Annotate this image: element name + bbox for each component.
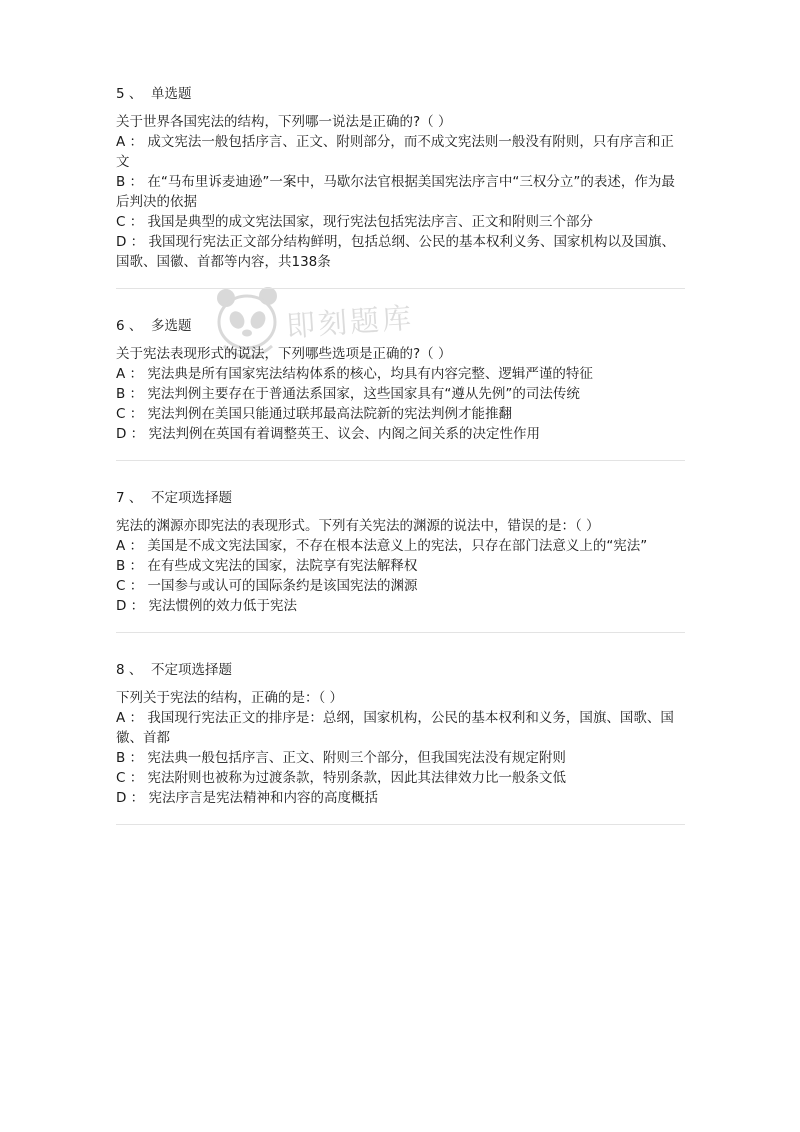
option-c[interactable]: C ： 一国参与或认可的国际条约是该国宪法的渊源: [116, 578, 418, 594]
option-c[interactable]: C ： 我国是典型的成文宪法国家，现行宪法包括宪法序言、正文和附则三个部分: [116, 214, 594, 230]
divider: [116, 824, 685, 825]
question-8: [116, 660, 686, 825]
option-c[interactable]: C ： 宪法判例在美国只能通过联邦最高法院新的宪法判例才能推翻: [116, 406, 513, 422]
question-stem: 关于宪法表现形式的说法，下列哪些选项是正确的?（ ）: [116, 346, 452, 362]
question-header: [116, 316, 686, 336]
option-d[interactable]: D ： 宪法判例在英国有着调整英王、议会、内阁之间关系的决定性作用: [116, 426, 540, 442]
question-header: [116, 84, 686, 104]
question-number: 8 、: [116, 662, 143, 678]
divider: [116, 288, 685, 289]
option-b[interactable]: B ： 宪法判例主要存在于普通法系国家，这些国家具有“遵从先例”的司法传统: [116, 386, 580, 402]
question-5: [116, 84, 686, 289]
option-d[interactable]: D ： 我国现行宪法正文部分结构鲜明，包括总纲、公民的基本权利义务、国家机构以及国旗、国歌、国徽、首都等内容，共138条: [116, 234, 675, 270]
question-6: [116, 316, 686, 461]
question-type: 不定项选择题: [150, 662, 232, 678]
watermark-text: 即刻题库: [285, 300, 416, 344]
question-stem: 关于世界各国宪法的结构，下列哪一说法是正确的?（ ）: [116, 114, 452, 130]
question-stem: 下列关于宪法的结构，正确的是：（ ）: [116, 690, 344, 706]
question-type: 单选题: [150, 86, 192, 102]
option-c[interactable]: C ： 宪法附则也被称为过渡条款，特别条款，因此其法律效力比一般条文低: [116, 770, 567, 786]
question-header: [116, 660, 686, 680]
divider: [116, 460, 685, 461]
option-d[interactable]: D ： 宪法序言是宪法精神和内容的高度概括: [116, 790, 378, 806]
option-b[interactable]: B ： 在有些成文宪法的国家，法院享有宪法解释权: [116, 558, 418, 574]
question-header: [116, 488, 686, 508]
divider: [116, 632, 685, 633]
option-a[interactable]: A ： 成文宪法一般包括序言、正文、附则部分，而不成文宪法则一般没有附则，只有序言和正文: [116, 134, 674, 170]
option-b[interactable]: B ： 在“马布里诉麦迪逊”一案中，马歇尔法官根据美国宪法序言中“三权分立”的表述，作为最后判决的依据: [116, 174, 675, 210]
question-number: 5 、: [116, 86, 143, 102]
question-number: 6 、: [116, 318, 143, 334]
question-type: 多选题: [150, 318, 192, 334]
option-a[interactable]: A ： 我国现行宪法正文的排序是：总纲，国家机构，公民的基本权利和义务，国旗、国歌、国徽、首都: [116, 710, 674, 746]
option-a[interactable]: A ： 宪法典是所有国家宪法结构体系的核心，均具有内容完整、逻辑严谨的特征: [116, 366, 593, 382]
question-list: [116, 84, 686, 852]
question-stem: 宪法的渊源亦即宪法的表现形式。下列有关宪法的渊源的说法中，错误的是：（ ）: [116, 518, 600, 534]
question-type: 不定项选择题: [150, 490, 232, 506]
option-a[interactable]: A ： 美国是不成文宪法国家，不存在根本法意义上的宪法，只存在部门法意义上的“宪法”: [116, 538, 648, 554]
option-d[interactable]: D ： 宪法惯例的效力低于宪法: [116, 598, 297, 614]
question-7: [116, 488, 686, 633]
question-number: 7 、: [116, 490, 143, 506]
option-b[interactable]: B ： 宪法典一般包括序言、正文、附则三个部分，但我国宪法没有规定附则: [116, 750, 566, 766]
